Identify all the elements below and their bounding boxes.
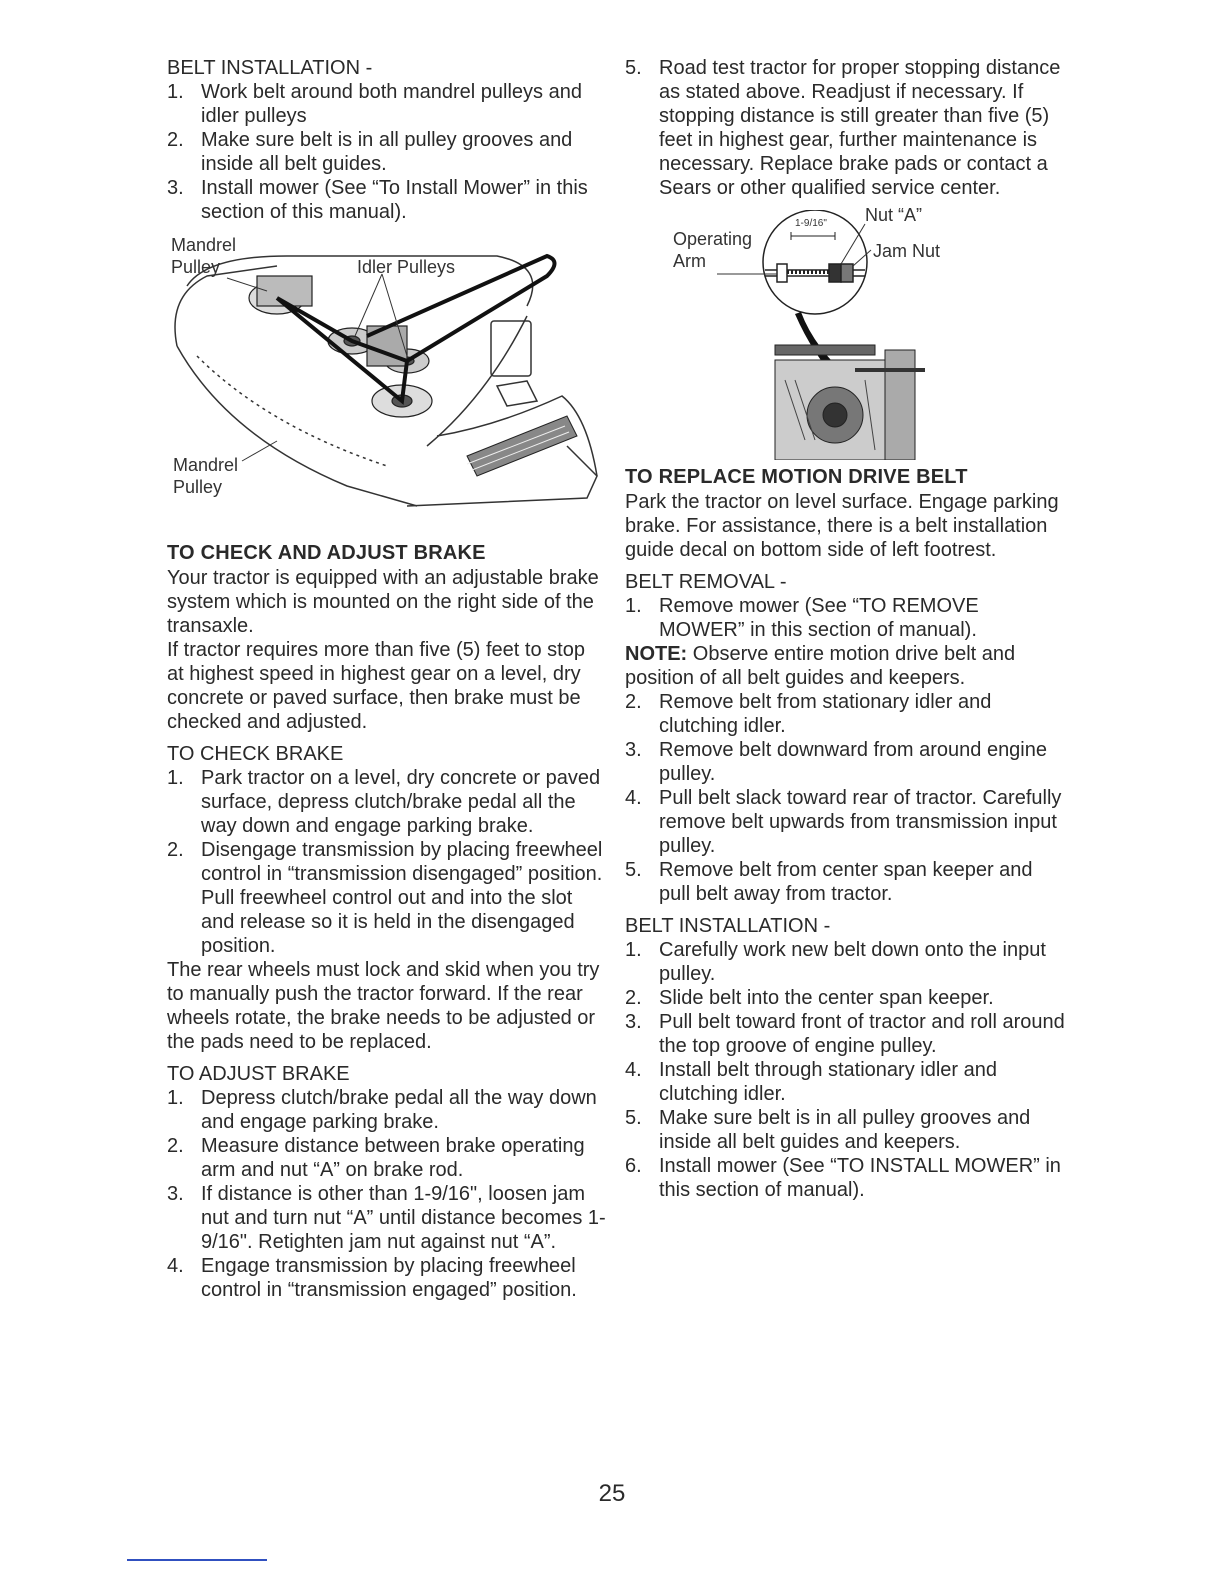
note-label: NOTE:	[625, 643, 688, 665]
label-mandrel-pulley-top: Mandrel Pulley	[171, 235, 237, 277]
belt-removal-title: BELT REMOVAL -	[625, 571, 787, 593]
list-item: 3. If distance is other than 1-9/16", loosen jam nut and turn nut “A” until distance becomes 1-9/16". Retighten jam nut against nut “A”.	[167, 1183, 606, 1253]
label-operating-arm: Operating Arm	[673, 229, 753, 271]
left-column	[167, 56, 607, 1302]
list-item: 6. Install mower (See “TO INSTALL MOWER” in this section of manual).	[625, 1155, 1061, 1201]
list-item: 4. Pull belt slack toward rear of tractor. Carefully remove belt upwards from transmission input pulley.	[625, 787, 1062, 857]
list-item: 1. Remove mower (See “TO REMOVE MOWER” in this section of manual).	[625, 595, 979, 641]
page-number: 25	[598, 1480, 626, 1507]
list-item: 5. Remove belt from center span keeper and pull belt away from tractor.	[625, 859, 1033, 905]
list-item: 1. Carefully work new belt down onto the input pulley.	[625, 939, 1046, 985]
check-adjust-para-2: If tractor requires more than five (5) feet to stop at highest speed in highest gear on a level, dry concrete or paved surface, then brake must be checked and adjusted.	[167, 639, 585, 733]
replace-belt-para: Park the tractor on level surface. Engage parking brake. For assistance, there is a belt installation guide decal on bottom side of left footrest.	[625, 491, 1059, 561]
replace-belt-heading: TO REPLACE MOTION DRIVE BELT	[625, 466, 968, 488]
check-brake-title: TO CHECK BRAKE	[167, 743, 344, 765]
belt-installation-title: BELT INSTALLATION -	[167, 57, 373, 79]
belt-removal-note: NOTE: Observe entire motion drive belt and position of all belt guides and keepers.	[625, 643, 1016, 689]
mower-deck-figure	[167, 236, 607, 536]
list-item: 5. Make sure belt is in all pulley grooves and inside all belt guides and keepers.	[625, 1107, 1031, 1153]
list-item: 3. Pull belt toward front of tractor and roll around the top groove of engine pulley.	[625, 1011, 1065, 1057]
list-item: 1. Park tractor on a level, dry concrete or paved surface, depress clutch/brake pedal all the way down and engage parking brake.	[167, 767, 601, 837]
list-item: 2. Measure distance between brake operating arm and nut “A” on brake rod.	[167, 1135, 585, 1181]
list-item: 3. Remove belt downward from around engine pulley.	[625, 739, 1047, 785]
belt-installation-list-2	[625, 938, 1065, 1202]
list-item: 4. Install belt through stationary idler and clutching idler.	[625, 1059, 997, 1105]
list-item: 2. Disengage transmission by placing freewheel control in “transmission disengaged” position. Pull freewheel control out and into the slot and release so it is held in the disengaged position.	[167, 839, 603, 957]
list-item: 1. Work belt around both mandrel pulleys and idler pulleys	[167, 81, 582, 127]
check-brake-list	[167, 766, 607, 958]
label-mandrel-pulley-bottom: Mandrel Pulley	[173, 455, 239, 497]
label-nut-a: Nut “A”	[865, 205, 923, 225]
list-item: 2. Make sure belt is in all pulley grooves and inside all belt guides.	[167, 129, 573, 175]
check-adjust-para-1: Your tractor is equipped with an adjustable brake system which is mounted on the right side of the transaxle.	[167, 567, 599, 637]
bottom-rule	[127, 1559, 267, 1561]
check-brake-para: The rear wheels must lock and skid when you try to manually push the tractor forward. If the rear wheels rotate, the brake needs to be adjusted or the pads need to be replaced.	[167, 959, 600, 1053]
list-item: 3. Install mower (See “To Install Mower” in this section of this manual).	[167, 177, 588, 223]
label-idler-pulleys: Idler Pulleys	[357, 257, 456, 277]
belt-installation-title-2: BELT INSTALLATION -	[625, 915, 831, 937]
right-column	[625, 56, 1065, 1202]
brake-adjust-figure	[625, 205, 1065, 460]
adjust-brake-title: TO ADJUST BRAKE	[167, 1063, 350, 1085]
list-item: 4. Engage transmission by placing freewheel control in “transmission engaged” position.	[167, 1255, 577, 1301]
belt-removal-list	[625, 690, 1065, 906]
list-item: 1. Depress clutch/brake pedal all the way down and engage parking brake.	[167, 1087, 597, 1133]
list-item: 2. Remove belt from stationary idler and clutching idler.	[625, 691, 992, 737]
road-test-item: 5. Road test tractor for proper stopping distance as stated above. Readjust if necessary. If stopping distance is still greater than five (5) feet in highest gear, further maintenance is necessary. Replace brake pads or contact a Sears or other qualified service center.	[625, 57, 1061, 199]
belt-installation-list	[167, 80, 607, 224]
check-adjust-brake-heading: TO CHECK AND ADJUST BRAKE	[167, 542, 486, 564]
label-jam-nut: Jam Nut	[873, 241, 941, 261]
adjust-brake-list	[167, 1086, 607, 1302]
list-item: 2. Slide belt into the center span keeper.	[625, 987, 994, 1009]
label-dimension: 1-9/16"	[795, 218, 827, 229]
